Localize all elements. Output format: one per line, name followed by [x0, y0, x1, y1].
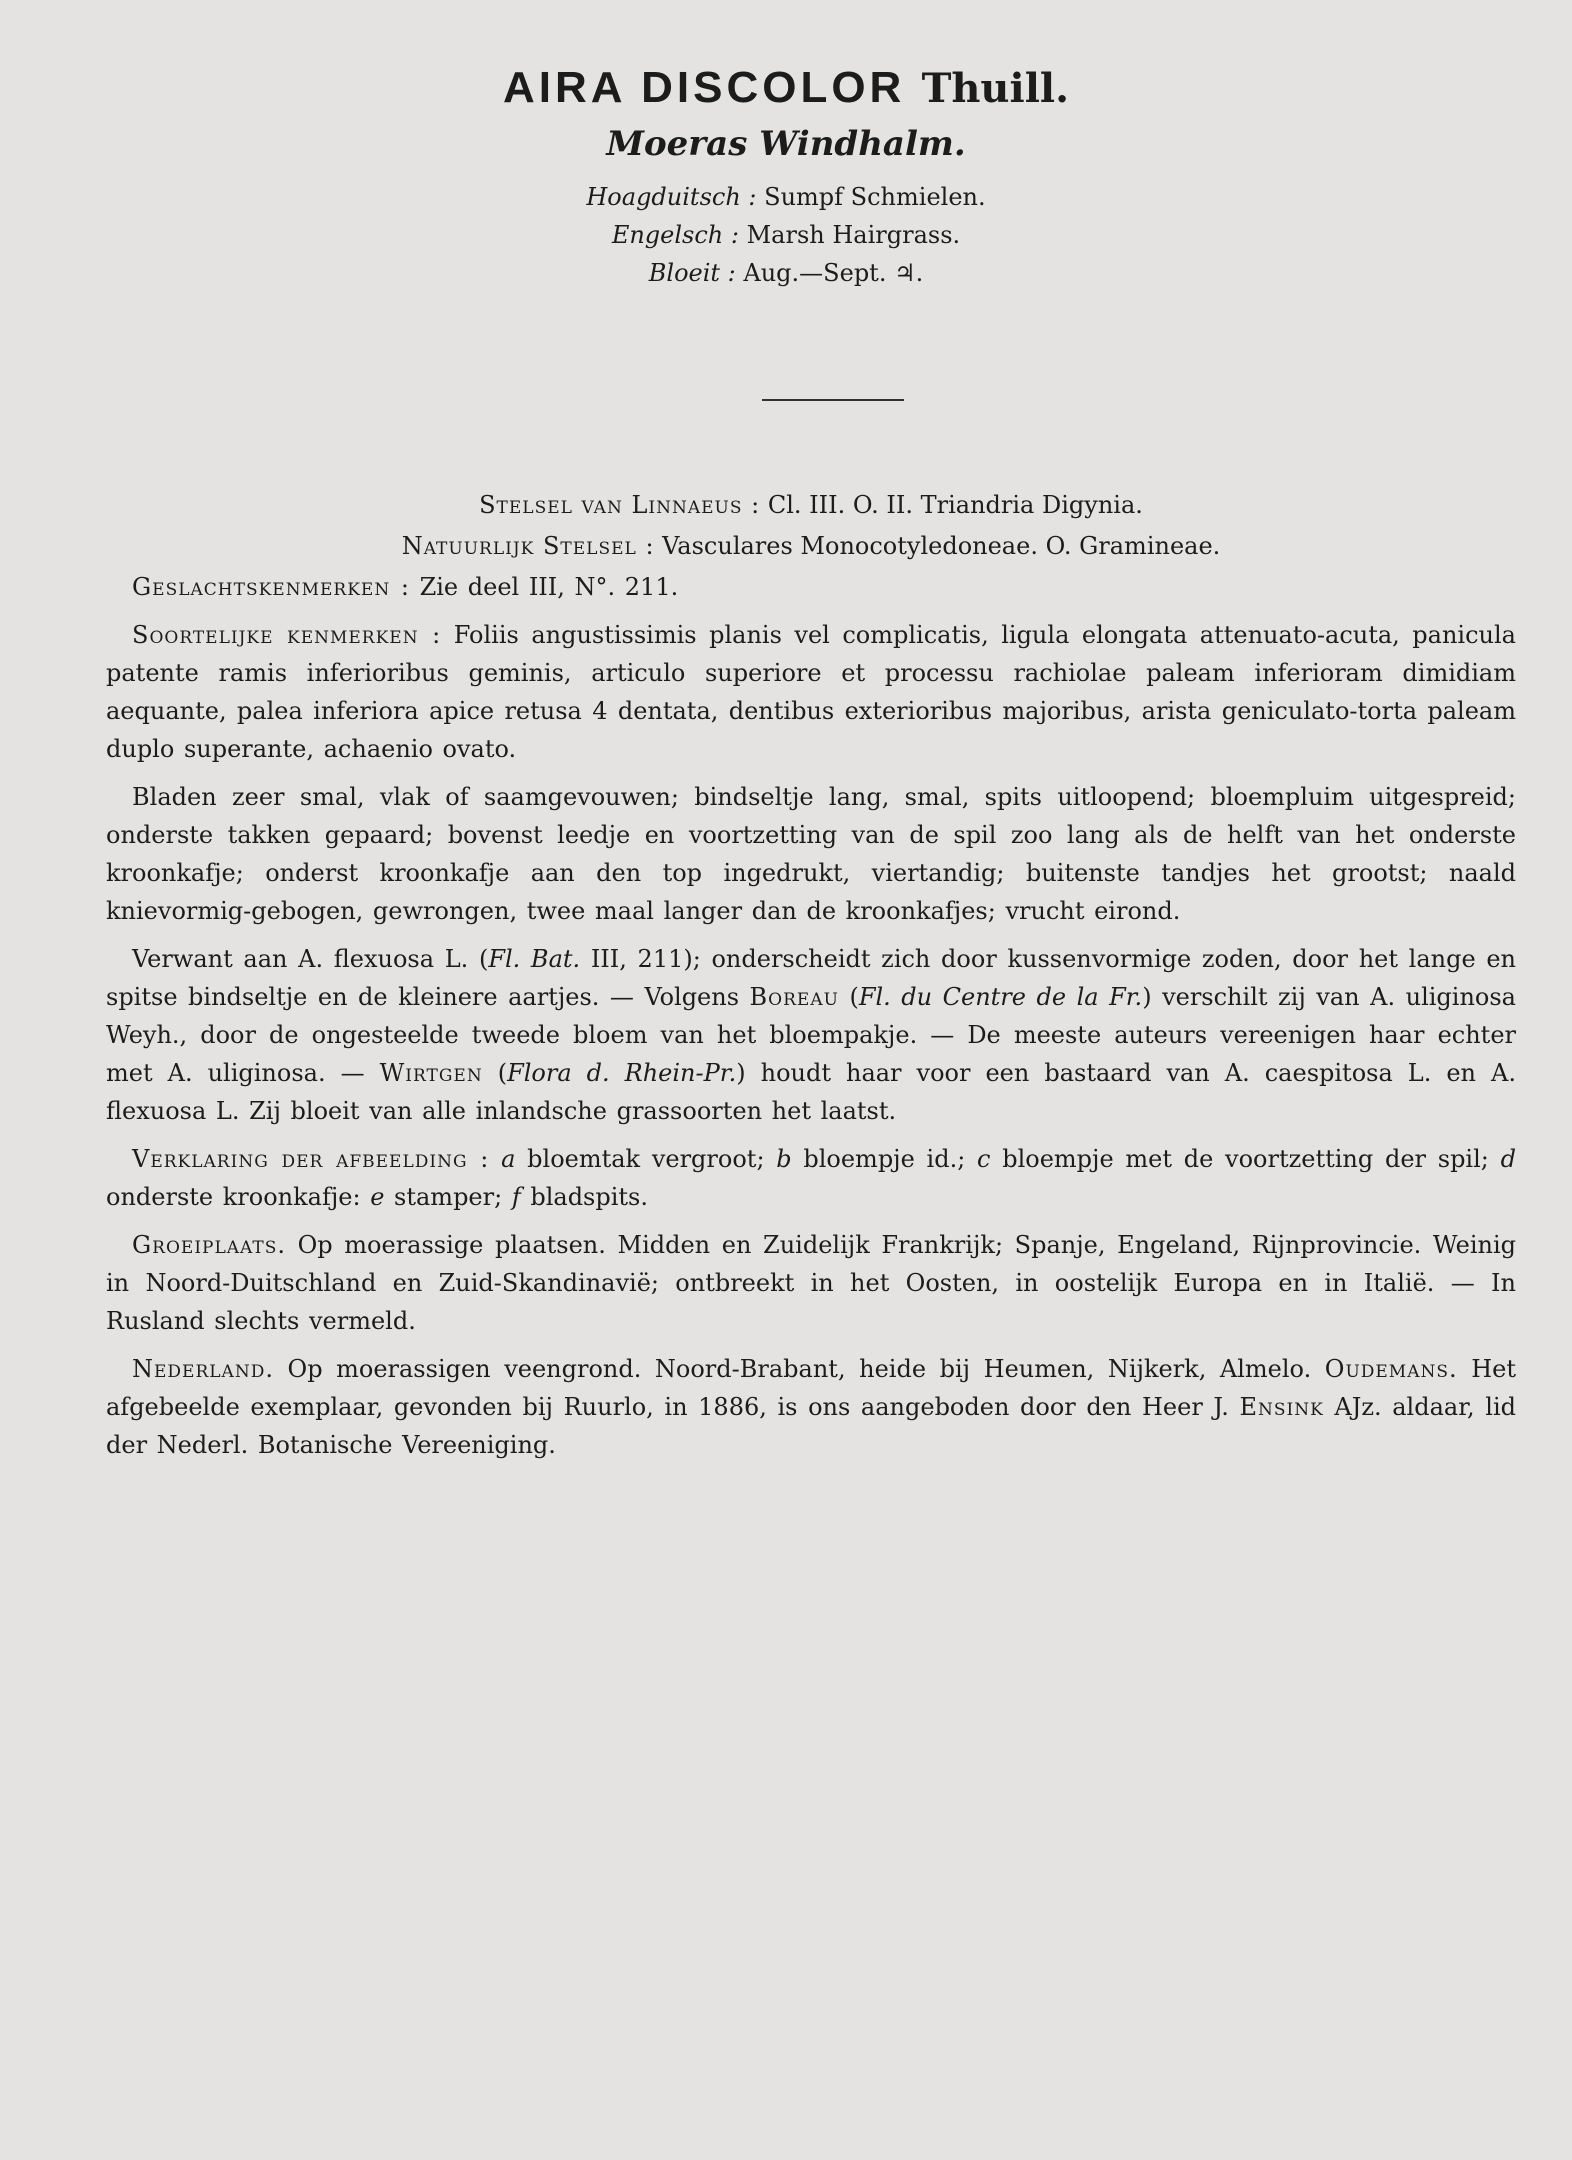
title-species: AIRA DISCOLOR: [502, 63, 906, 112]
figure-explanation: Verklaring der afbeelding : a bloemtak vergroot; b bloempje id.; c bloempje met de voortzetting der spil; d onderste kroonkafje: e stamper; f bladspits.: [106, 1145, 1516, 1211]
title-author: Thuill.: [921, 65, 1070, 112]
classification-natural: Natuurlijk Stelsel : Vasculares Monocotyledoneae. O. Gramineae.: [401, 532, 1221, 560]
name-line-english: Engelsch : Marsh Hairgrass.: [611, 221, 961, 249]
species-characters: Soortelijke kenmerken : Foliis angustissimis planis vel complicatis, ligula elongata attenuato-acuta, panicula patente ramis inferioribus geminis, articulo superiore et processu rachiolae paleam inferioram dimidiam aequante, palea inferiora apice retusa 4 dentata, dentibus exterioribus majoribus, arista geniculato-torta paleam duplo superante, achaenio ovato.: [106, 621, 1516, 763]
dutch-name: Moeras Windhalm.: [606, 124, 966, 164]
name-line-flowering: Bloeit : Aug.—Sept. ♃.: [648, 259, 924, 287]
netherlands-paragraph: Nederland. Op moerassigen veengrond. Noord-Brabant, heide bij Heumen, Nijkerk, Almelo. Oudemans. Het afgebeelde exemplaar, gevonden bij Ruurlo, in 1886, is ons aangeboden door den Heer J. Ensink AJz. aldaar, lid der Nederl. Botanische Vereeniging.: [106, 1355, 1516, 1459]
name-line-german: Hoagduitsch : Sumpf Schmielen.: [586, 183, 986, 211]
main-text: [106, 486, 1516, 1474]
genus-characters: Geslachtskenmerken : Zie deel III, N°. 211.: [132, 573, 679, 601]
common-names: [0, 178, 1572, 292]
description-paragraph: Bladen zeer smal, vlak of saamgevouwen; bindseltje lang, smal, spits uitloopend; bloempluim uitgespreid; onderste takken gepaard; bovenst leedje en voortzetting van de spil zoo lang als de helft van het onderste kroonkafje; onderst kroonkafje aan den top ingedrukt, viertandig; buitenste tandjes het grootst; naald knievormig-gebogen, gewrongen, twee maal langer dan de kroonkafjes; vrucht eirond.: [106, 783, 1516, 925]
habitat-paragraph: Groeiplaats. Op moerassige plaatsen. Midden en Zuidelijk Frankrijk; Spanje, Engeland, Rijnprovincie. Weinig in Noord-Duitschland en Zuid-Skandinavië; ontbreekt in het Oosten, in oostelijk Europa en in Italië. — In Rusland slechts vermeld.: [106, 1231, 1516, 1335]
classification-linnaeus: Stelsel van Linnaeus : Cl. III. O. II. Triandria Digynia.: [479, 491, 1143, 519]
divider-rule: [762, 399, 904, 401]
page-title: [0, 60, 1572, 117]
related-species-paragraph: Verwant aan A. flexuosa L. (Fl. Bat. III, 211); onderscheidt zich door kussenvormige zoden, door het lange en spitse bindseltje en de kleinere aartjes. — Volgens Boreau (Fl. du Centre de la Fr.) verschilt zij van A. uliginosa Weyh., door de ongesteelde tweede bloem van het bloempakje. — De meeste auteurs vereenigen haar echter met A. uliginosa. — Wirtgen (Flora d. Rhein-Pr.) houdt haar voor een bastaard van A. caespitosa L. en A. flexuosa L. Zij bloeit van alle inlandsche grassoorten het laatst.: [106, 945, 1516, 1125]
